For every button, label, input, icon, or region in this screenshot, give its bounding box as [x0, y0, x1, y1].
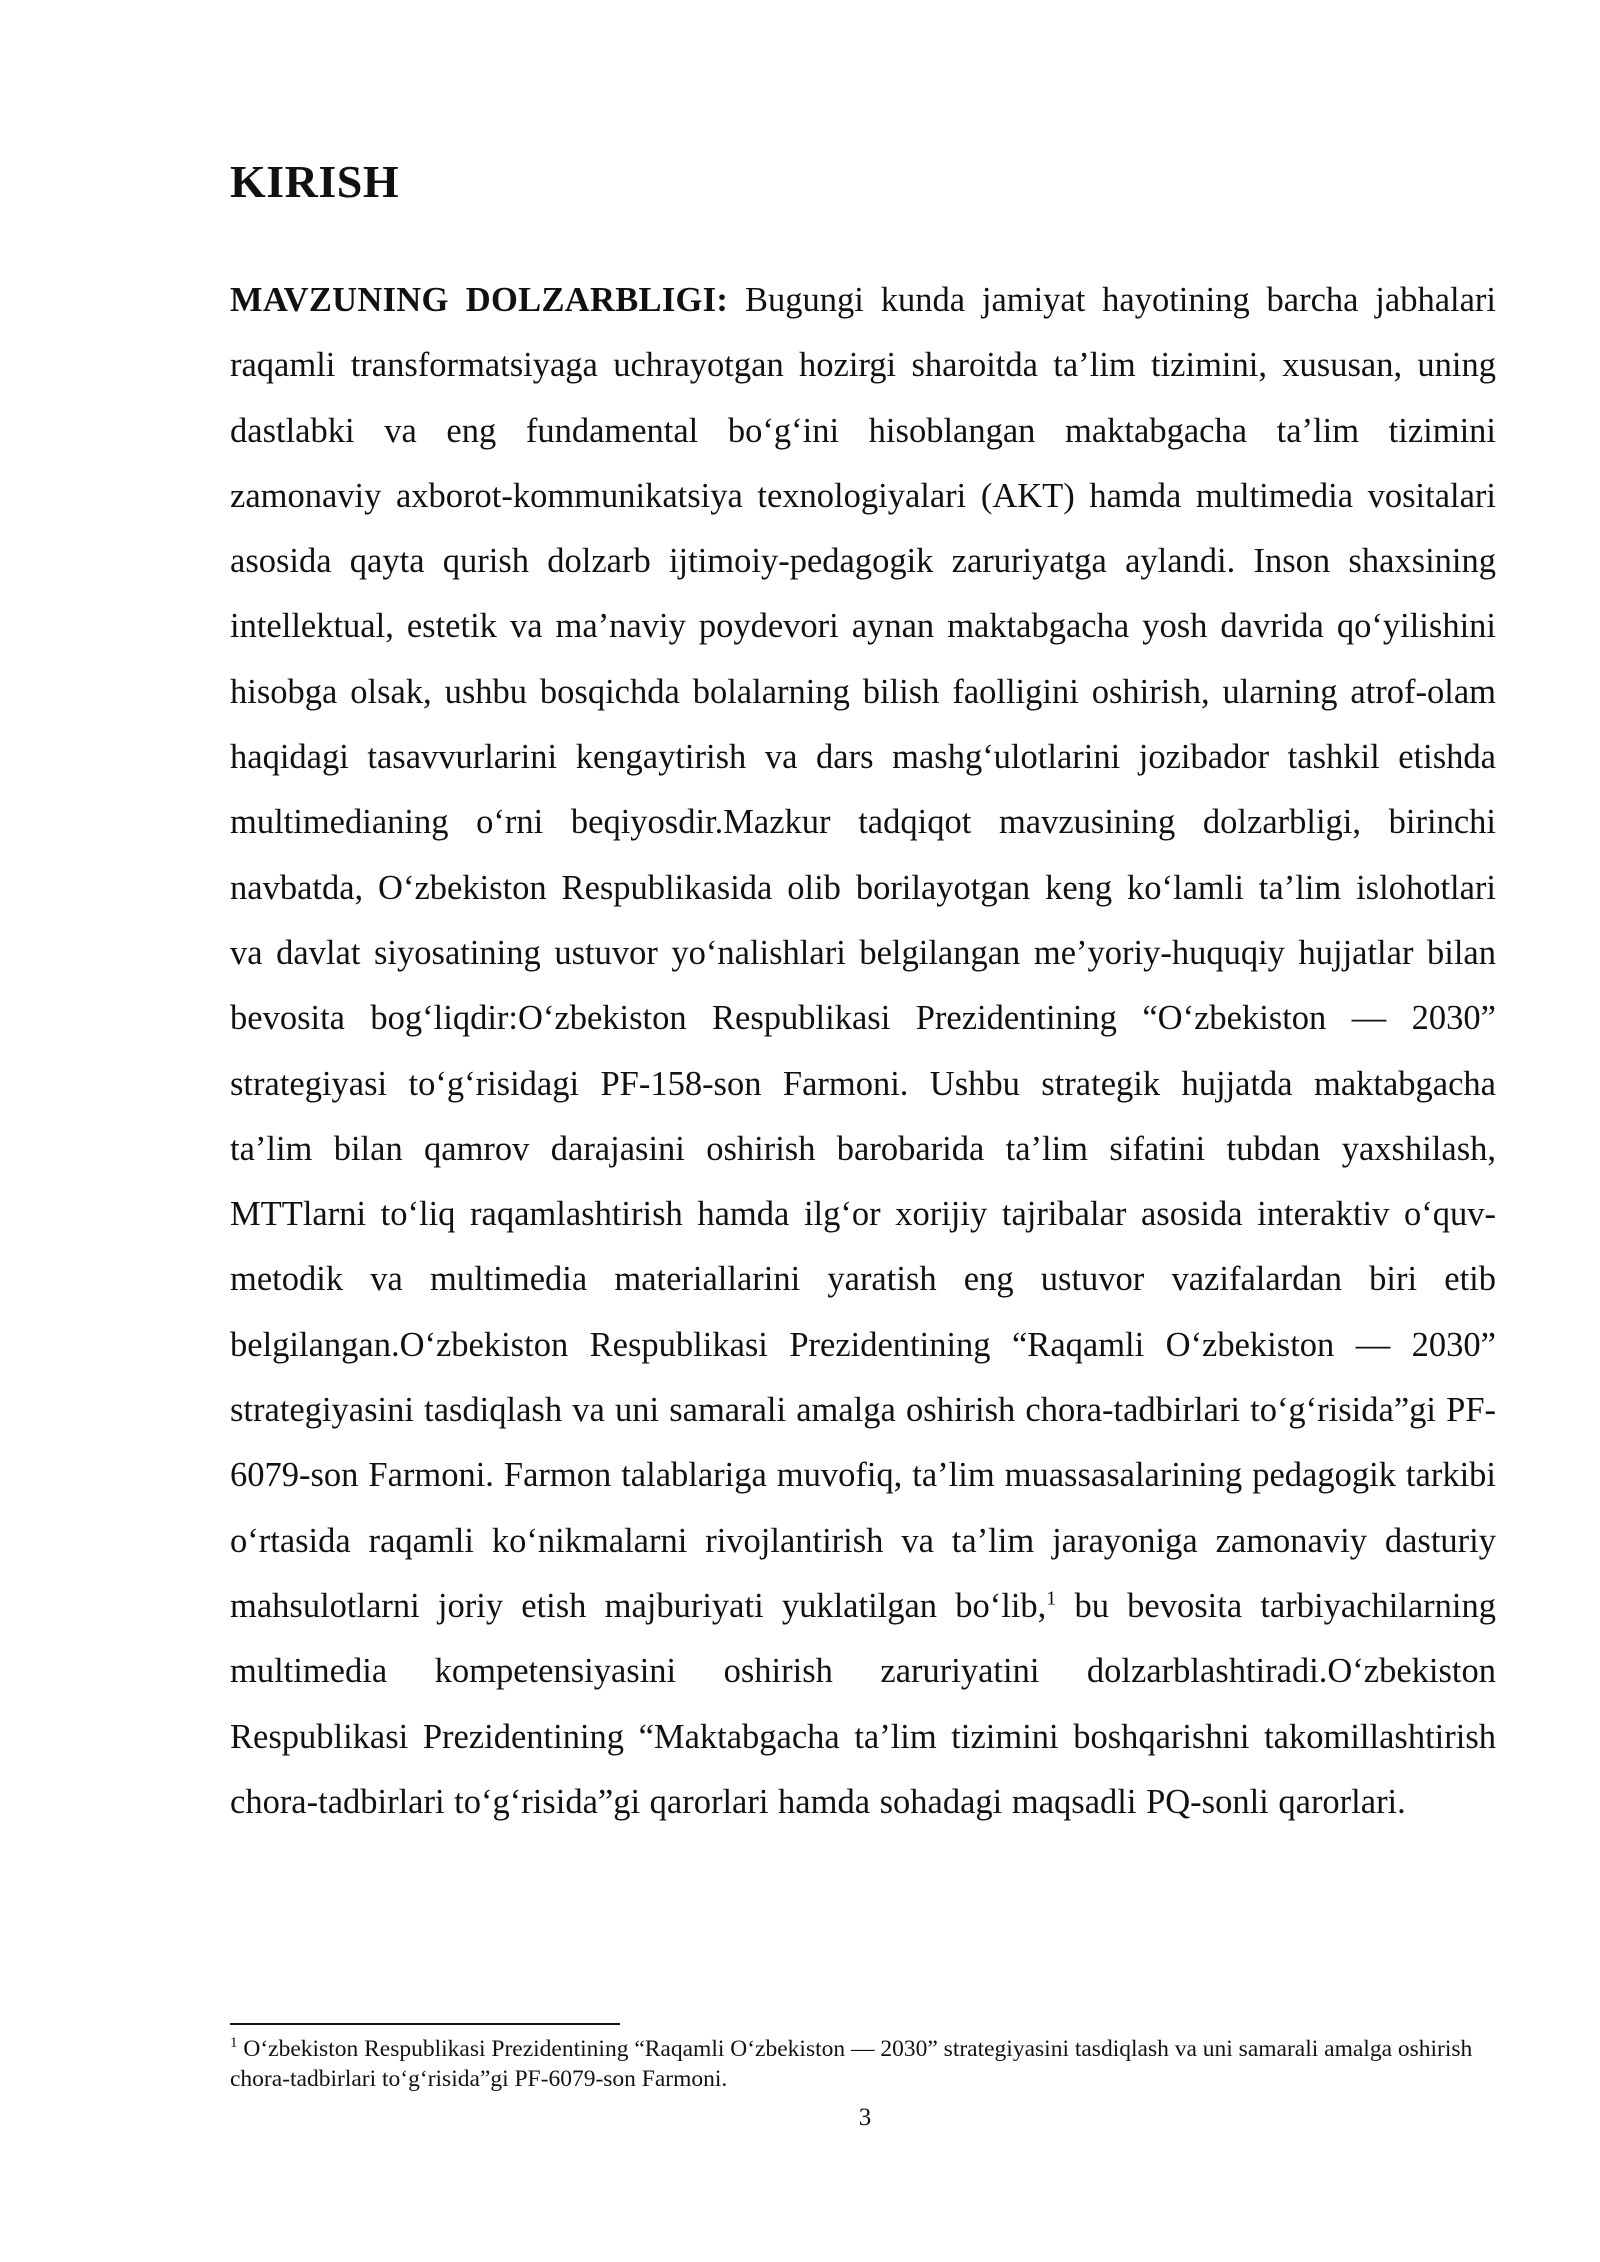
body-paragraph	[230, 268, 1496, 1835]
paragraph-text-part2: bu bevosita tarbiyachilarning multimedia kompetensiyasini oshirish zaruriyatini dolzarblashtiradi.O‘zbekiston Respublikasi Prezidentining “Maktabgacha ta’lim tizimini boshqarishni takomillashtirish chora-tadbirlari to‘g‘risida”gi qarorlari hamda sohadagi maqsadli PQ-sonli qarorlari.	[230, 1586, 1496, 1821]
footnote-text: O‘zbekiston Respublikasi Prezidentining “Raqamli O‘zbekiston — 2030” strategiyasini tasdiqlash va uni samarali amalga oshirish chora-tadbirlari to‘g‘risida”gi PF-6079-son Farmoni.	[230, 2036, 1473, 2092]
page-number: 3	[858, 2104, 872, 2131]
paragraph-text-part1: Bugungi kunda jamiyat hayotining barcha jabhalari raqamli transformatsiyaga uchrayotgan hozirgi sharoitda ta’lim tizimini, xususan, uning dastlabki va eng fundamental bo‘g‘ini hisoblangan maktabgacha ta’lim tizimini zamonaviy axborot-kommunikatsiya texnologiyalari (AKT) hamda multimedia vositalari asosida qayta qurish dolzarb ijtimoiy-pedagogik zaruriyatga aylandi. Inson shaxsining intellektual, estetik va ma’naviy poydevori aynan maktabgacha yosh davrida qo‘yilishini hisobga olsak, ushbu bosqichda bolalarning bilish faolligini oshirish, ularning atrof-olam haqidagi tasavvurlarini kengaytirish va dars mashg‘ulotlarini jozibador tashkil etishda multimedianing o‘rni beqiyosdir.Mazkur tadqiqot mavzusining dolzarbligi, birinchi navbatda, O‘zbekiston Respublikasida olib borilayotgan keng ko‘lamli ta’lim islohotlari va davlat siyosatining ustuvor yo‘nalishlari belgilangan me’yoriy-huquqiy hujjatlar bilan bevosita bog‘liqdir:O‘zbekiston Respublikasi Prezidentining “O‘zbekiston — 2030” strategiyasi to‘g‘risidagi PF-158-son Farmoni. Ushbu strategik hujjatda maktabgacha ta’lim bilan qamrov darajasini oshirish barobarida ta’lim sifatini tubdan yaxshilash, MTTlarni to‘liq raqamlashtirish hamda ilg‘or xorijiy tajribalar asosida interaktiv o‘quv-metodik va multimedia materiallarini yaratish eng ustuvor vazifalardan biri etib belgilangan.O‘zbekiston Respublikasi Prezidentining “Raqamli O‘zbekiston — 2030” strategiyasini tasdiqlash va uni samarali amalga oshirish chora-tadbirlari to‘g‘risida”gi PF-6079-son Farmoni. Farmon talablariga muvofiq, ta’lim muassasalarining pedagogik tarkibi o‘rtasida raqamli ko‘nikmalarni rivojlantirish va ta’lim jarayoniga zamonaviy dasturiy mahsulotlarni joriy etish majburiyati yuklatilgan bo‘lib,	[230, 281, 1496, 1625]
footnote	[230, 2034, 1496, 2094]
section-heading: KIRISH	[230, 156, 400, 207]
footnote-separator	[230, 2023, 620, 2025]
footnote-reference[interactable]: 1	[1046, 1587, 1057, 1610]
lead-label: MAVZUNING DOLZARBLIGI:	[230, 281, 729, 319]
footnote-mark: 1	[230, 2035, 238, 2052]
